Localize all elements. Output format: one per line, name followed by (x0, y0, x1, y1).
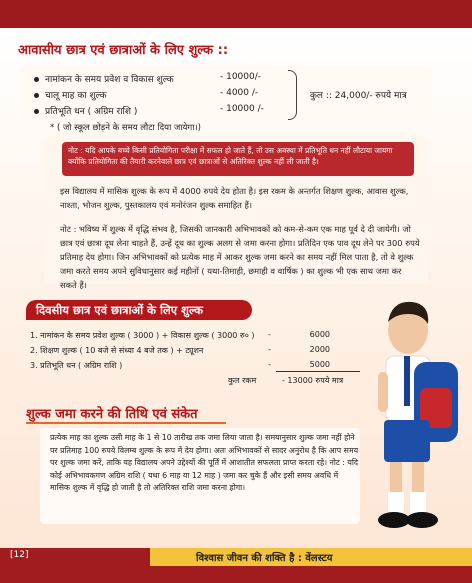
residential-fee-heading: आवासीय छात्र एवं छात्राओं के लिए शुल्क :: (18, 43, 229, 58)
residential-fee-box (20, 66, 432, 136)
bullet-icon (34, 109, 39, 114)
student-with-backpack-image (352, 292, 464, 538)
day-fee-amount: 2000 (309, 345, 330, 354)
page-number: [12] (10, 550, 29, 560)
refund-note: * ( जो स्कूल छोड़ने के समय लौटा दिया जायेगा।) (50, 123, 201, 133)
security-deposit-note: नोट : यदि आपके बच्चे किसी प्रतियोगिता परीक्षा में सफल हो जाते हैं, तो उस अवस्था में प्रतिभूति धन नहीं लौटाया जायगा क्योंकि प्रतियोगिता की तैयारी करनेवाले छात्र एवं छात्राओं से अतिरिक्त शुल्क नहीं ली जाती है। (62, 142, 414, 176)
fee-deposit-heading: शुल्क जमा करने की तिथि एवं संकेत (26, 407, 198, 422)
dash-separator: - (268, 345, 271, 354)
fee-increase-note: नोट : भविष्य में शुल्क में वृद्धि संभव है, जिसकी जानकारी अभिभावकों को कम-से-कम एक माह पूर्व दे दी जायेगी। जो छात्र एवं छात्रा दूध लेना चाहते हैं, उन्हें दूध का शुल्क अलग से जमा करना होगा। प्रतिदिन एक पाव दूध लेने पर 300 रुपये प्रतिमाह देय होगा। जिन अभिभावकों को प्रत्येक माह में आकर शुल्क जमा करने का समय नहीं मिल पाता है, तो वे शुल्क जमा करते समय अपने सुविधानुसार कई महीनों ( यथा-तिमाही, छमाही व वार्षिक ) का शुल्क भी एक साथ जमा कर सकते हैं। (60, 224, 420, 290)
bullet-icon (34, 93, 39, 98)
footer-tagline: विश्वास जीवन की शक्ति है : वेंलस्टय (196, 553, 333, 564)
day-fee-item: 3. प्रतिभूति धन ( अग्रिम राशि ) (30, 361, 123, 370)
deposit-instructions: प्रत्येक माह का शुल्क उसी माह के 1 से 10 तारीख तक जमा लिया जाता है। समयानुसार शुल्क जमा नहीं होने पर प्रतिमाह 100 रुपये विलम्ब शुल्क के रूप में देय होगा। अतः अभिभावकों से सादर अनुरोध है कि आप समय पर शुल्क जमा करें, ताकि यह विद्यालय अपने उद्देश्यों की पूर्ति में आशातीत सफलता प्राप्त करता रहे। नोट : यदि कोई अभिभावकगण अग्रिम राशि ( यथा 6 माह या 12 माह ) जमा कर चुके हैं और इसी समय अवधि में मासिक शुल्क में वृद्धि हो जाती है तो अतिरिक्त राशि जमा करना होगा। (50, 433, 359, 492)
top-banner (0, 0, 472, 28)
fee-item: नामांकन के समय प्रवेश व विकास शुल्क (34, 72, 174, 85)
day-fee-item: 1. नामांकन के समय प्रवेश शुल्क ( 3000 ) + विकास शुल्क ( 3000 रु० ) (30, 331, 255, 340)
heading-underline (26, 422, 226, 424)
day-total-label: कुल रकम (228, 376, 257, 385)
brace-bracket (288, 70, 297, 120)
fee-item: चालू माह का शुल्क (34, 88, 107, 101)
fee-amount: - 10000/- (220, 72, 262, 82)
day-fee-item: 2. शिक्षण शुल्क ( 10 बजे से संध्या 4 बजे तक ) + ट्यूशन (30, 346, 204, 355)
day-scholar-fee-heading: दिवसीय छात्र एवं छात्राओं के लिए शुल्क (26, 300, 252, 320)
fee-item: प्रतिभूति धन ( अग्रिम राशि ) (34, 104, 137, 117)
dash-separator: - (268, 360, 271, 369)
day-fee-amount: 6000 (309, 330, 330, 339)
bullet-icon (34, 77, 39, 82)
fee-amount: - 10000 /- (220, 104, 264, 114)
total-divider (276, 371, 360, 372)
day-fee-amount: 5000 (309, 360, 330, 369)
day-total-value: - 13000 रुपये मात्र (282, 376, 344, 385)
fee-amount: - 4000 /- (220, 88, 259, 98)
residential-total: कुल :: 24,000/- रुपये मात्र (310, 91, 407, 101)
monthly-fee-paragraph: इस विद्यालय में मासिक शुल्क के रूप में 4000 रुपये देय होता है। इस रकम के अन्तर्गत शिक्षण शुल्क, आवास शुल्क, नाश्ता, भोजन शुल्क, पुस्तकालय एवं मनोरंजन शुल्क समाहित हैं। (60, 186, 409, 210)
dash-separator: - (268, 330, 271, 339)
